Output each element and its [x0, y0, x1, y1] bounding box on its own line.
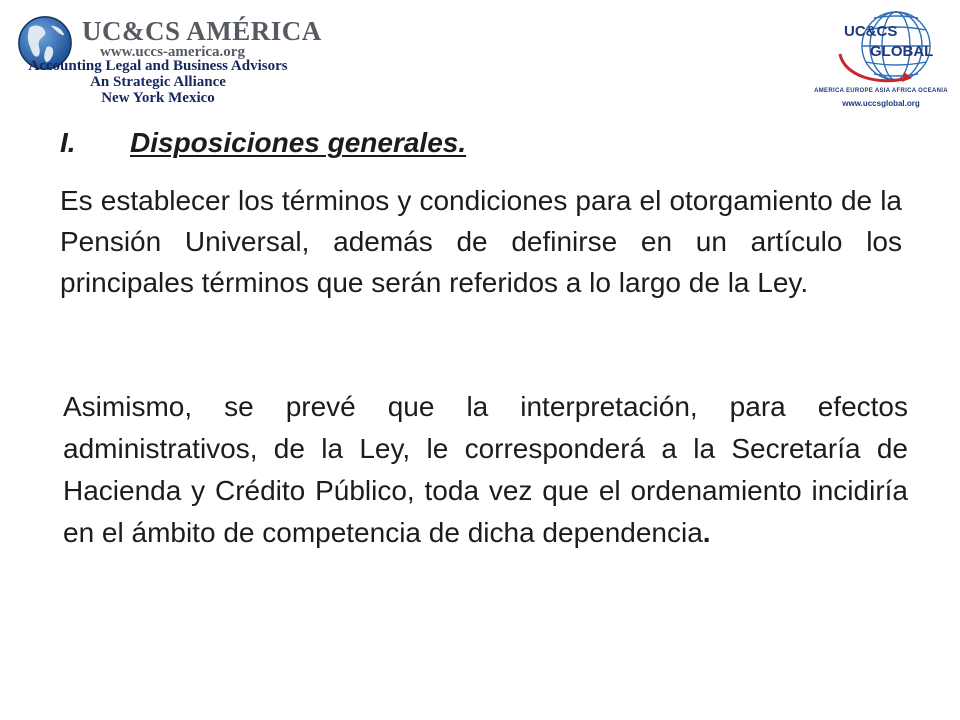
paragraph-2 — [63, 386, 908, 554]
continents-line: AMERICA EUROPE ASIA AFRICA OCEANIA — [814, 88, 948, 94]
brand-alliance: An Strategic Alliance — [90, 74, 226, 90]
brand-tagline: Accounting Legal and Business Advisors — [28, 58, 288, 74]
section-number: I. — [60, 127, 76, 158]
brand-url: www.uccs-america.org — [100, 44, 245, 60]
global-url: www.uccsglobal.org — [842, 99, 920, 108]
uccs-global-logo — [806, 6, 956, 116]
brand-cities: New York Mexico — [101, 90, 215, 106]
global-text-top: UC&CS — [844, 23, 898, 40]
global-text-bottom: GLOBAL — [870, 43, 934, 60]
section-title: Disposiciones generales. — [130, 127, 467, 158]
uccs-america-logo — [8, 6, 322, 106]
paragraph-2-end: . — [702, 517, 711, 548]
paragraph-1: Es establecer los términos y condiciones para el otorgamiento de la Pensión Universal, además de definirse en un artículo los principales términos que serán referidos a lo largo de la Ley. — [60, 185, 902, 298]
globe-grid-icon — [830, 6, 940, 86]
paragraph-2-text: Asimismo, se prevé que la interpretación, para efectos administrativos, de la Ley, le corresponderá a la Secretaría de Hacienda y Crédito Público, toda vez que el ordenamiento incidiría en el ámbito de competencia de dicha dependencia — [63, 391, 908, 548]
section-heading — [60, 127, 466, 159]
brand-title: UC&CS AMÉRICA — [82, 16, 322, 46]
